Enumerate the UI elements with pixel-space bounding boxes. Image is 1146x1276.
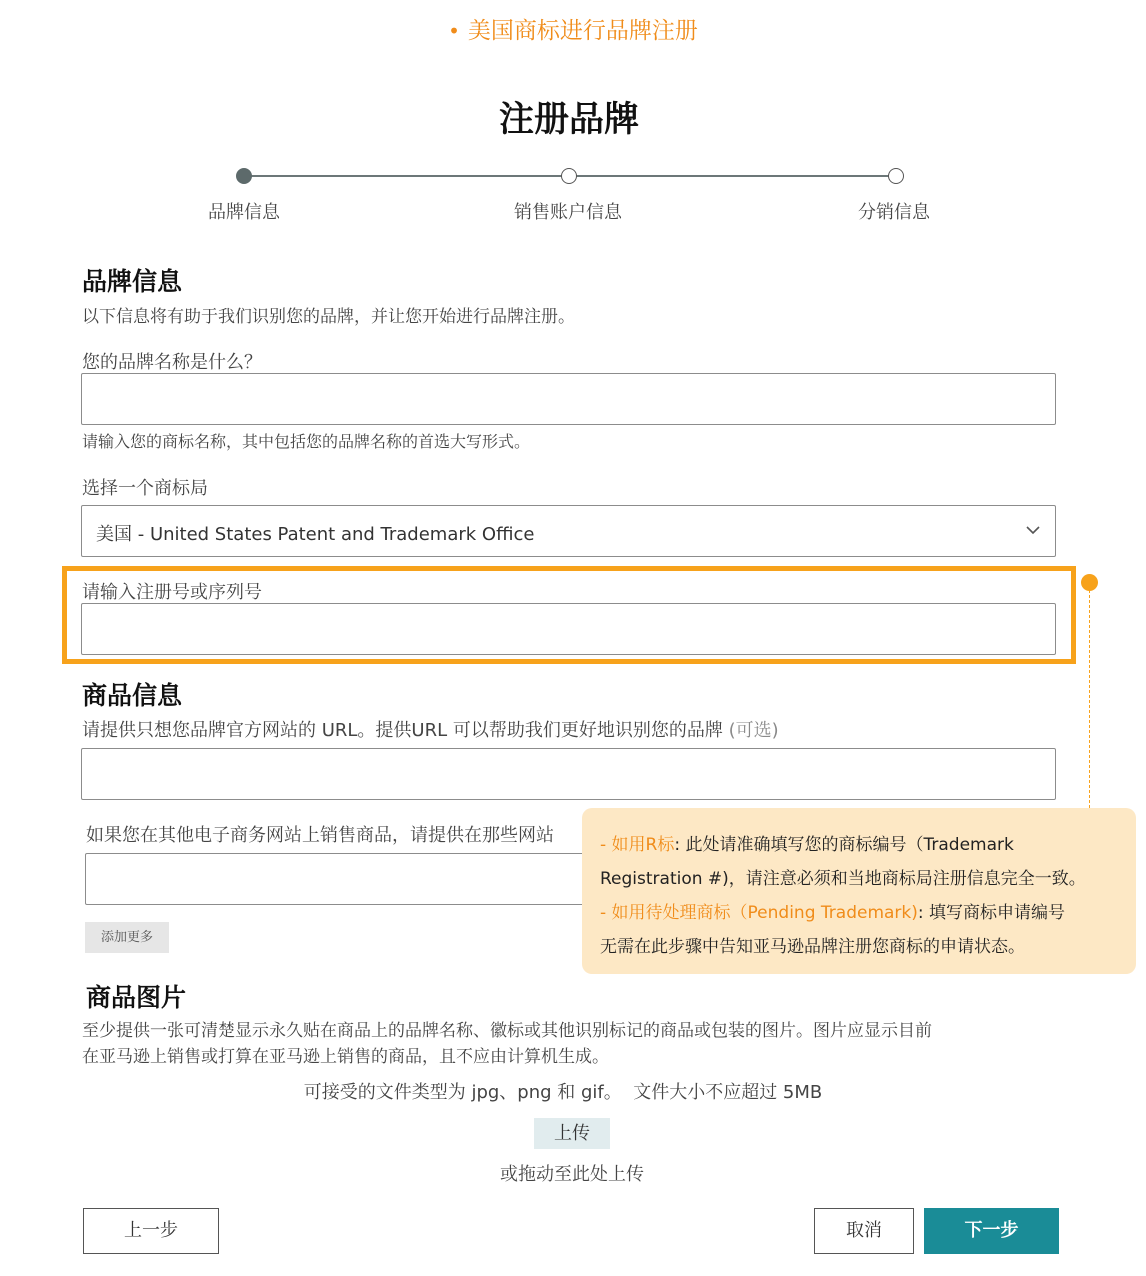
callout-anchor-dot <box>1081 574 1098 591</box>
bullet-icon: • <box>448 19 460 43</box>
brand-section-description: 以下信息将有助于我们识别您的品牌，并让您开始进行品牌注册。 <box>82 307 575 327</box>
brand-name-label: 您的品牌名称是什么？ <box>82 352 262 373</box>
trademark-office-selected: 美国 - United States Patent and Trademark Office <box>96 524 535 545</box>
top-banner-title <box>0 12 1146 45</box>
website-url-description <box>82 716 779 742</box>
registration-number-label: 请输入注册号或序列号 <box>82 582 262 603</box>
step-label-brand-info: 品牌信息 <box>208 202 280 223</box>
next-button[interactable]: 下一步 <box>924 1208 1059 1254</box>
brand-name-hint: 请输入您的商标名称，其中包括您的品牌名称的首选大写形式。 <box>82 432 531 451</box>
other-sites-input[interactable] <box>85 853 585 905</box>
step-dot-seller-account <box>561 168 577 184</box>
trademark-office-label: 选择一个商标局 <box>82 478 208 499</box>
step-label-seller-account: 销售账户信息 <box>514 202 622 223</box>
step-dot-distribution <box>888 168 904 184</box>
other-sites-label: 如果您在其他电子商务网站上销售商品，请提供在那些网站 <box>86 825 554 846</box>
callout-line-3: - 如用待处理商标（Pending Trademark): 填写商标申请编号 <box>600 903 1066 923</box>
add-more-button[interactable]: 添加更多 <box>85 922 169 953</box>
page-title: 注册品牌 <box>498 100 639 140</box>
registration-number-input[interactable] <box>81 603 1056 655</box>
tip-callout <box>582 808 1136 974</box>
trademark-office-select[interactable] <box>81 505 1056 557</box>
step-label-distribution: 分销信息 <box>858 202 930 223</box>
optional-tag: (可选) <box>728 720 779 741</box>
website-url-text: 请提供只想您品牌官方网站的 URL。提供URL 可以帮助我们更好地识别您的品牌 <box>82 720 723 741</box>
chevron-down-icon <box>1025 522 1041 538</box>
step-dot-brand-info <box>236 168 252 184</box>
drag-drop-hint[interactable]: 或拖动至此处上传 <box>500 1164 644 1185</box>
callout-line-2: Registration #)，请注意必须和当地商标局注册信息完全一致。 <box>600 869 1086 889</box>
brand-section-heading: 品牌信息 <box>82 267 183 296</box>
product-section-heading: 商品信息 <box>82 681 183 710</box>
callout-line-4: 无需在此步骤中告知亚马逊品牌注册您商标的申请状态。 <box>600 937 1025 957</box>
upload-button[interactable]: 上传 <box>534 1118 610 1149</box>
image-description-line-2: 在亚马逊上销售或打算在亚马逊上销售的商品，且不应由计算机生成。 <box>82 1047 609 1067</box>
brand-name-input[interactable] <box>81 373 1056 425</box>
back-button[interactable]: 上一步 <box>83 1208 219 1254</box>
callout-line-1: - 如用R标: 此处请准确填写您的商标编号（Trademark <box>600 835 1014 855</box>
cancel-button[interactable]: 取消 <box>814 1208 914 1254</box>
file-type-note: 可接受的文件类型为 jpg、png 和 gif。 文件大小不应超过 5MB <box>303 1082 823 1103</box>
website-url-input[interactable] <box>81 748 1056 800</box>
image-description-line-1: 至少提供一张可清楚显示永久贴在商品上的品牌名称、徽标或其他识别标记的商品或包装的图片。图片应显示目前 <box>82 1021 932 1041</box>
callout-connector-line <box>1089 585 1090 813</box>
image-section-heading: 商品图片 <box>86 983 187 1012</box>
banner-text: 美国商标进行品牌注册 <box>467 18 698 44</box>
